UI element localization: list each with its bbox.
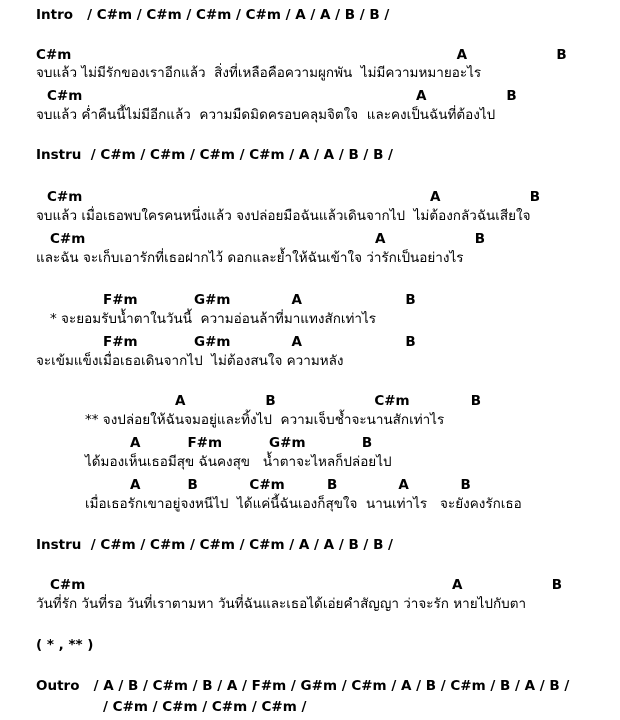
outro-section-label: Outro / A / B / C#m / B / A / F#m / G#m / C#m / A / B / C#m / B / A / B / (36, 678, 570, 694)
lyric-line-verse1-a: จบแล้ว ไม่มีรักของเราอีกแล้ว สิ่งที่เหลือคือความผูกพัน ไม่มีความหมายอะไร (36, 65, 482, 81)
instru-section-label-1: Instru / C#m / C#m / C#m / C#m / A / A / B / B / (36, 147, 393, 163)
lyric-line-verse3: วันที่รัก วันที่รอ วันที่เราตามหา วันที่ฉันและเธอได้เอ่ยคำสัญญา ว่าจะรัก หายไปกับตา (36, 596, 527, 612)
chord-line-verse3-right: A B (452, 577, 563, 593)
chord-line-chorus1-a: F#m G#m A B (103, 292, 416, 308)
lyric-line-chorus1-b: จะเข้มแข็งเมื่อเธอเดินจากไป ไม่ต้องสนใจ ความหลัง (36, 353, 344, 369)
outro-section-continued: / C#m / C#m / C#m / C#m / (103, 699, 307, 715)
lyric-line-verse2-b: และฉัน จะเก็บเอารักที่เธอฝากไว้ ดอกและย้ำให้ฉันเข้าใจ ว่ารักเป็นอย่างไร (36, 250, 464, 266)
chord-line-verse2-b-right: A B (375, 231, 486, 247)
chord-line-verse1-a: C#m A B (36, 47, 567, 63)
chord-line-chorus2-a: A B C#m B (175, 393, 482, 409)
lyric-line-verse1-b: จบแล้ว ค่ำคืนนี้ไม่มีอีกแล้ว ความมืดมิดครอบคลุมจิตใจ และคงเป็นฉันที่ต้องไป (36, 107, 496, 123)
chord-line-verse1-b: C#m A B (47, 88, 517, 104)
chord-line-chorus1-b: F#m G#m A B (103, 334, 416, 350)
instru-section-label-2: Instru / C#m / C#m / C#m / C#m / A / A / B / B / (36, 537, 393, 553)
intro-section-label: Intro / C#m / C#m / C#m / C#m / A / A / B / B / (36, 7, 390, 23)
chord-line-verse2-a-left: C#m (47, 189, 83, 205)
chord-line-verse3-left: C#m (50, 577, 86, 593)
chord-line-verse2-b-left: C#m (50, 231, 86, 247)
chord-line-verse2-a-right: A B (430, 189, 541, 205)
chord-line-chorus2-b: A F#m G#m B (130, 435, 373, 451)
chord-line-chorus2-c: A B C#m B A B (130, 477, 471, 493)
lyric-line-verse2-a: จบแล้ว เมื่อเธอพบใครคนหนึ่งแล้ว จงปล่อยมือฉันแล้วเดินจากไป ไม่ต้องกลัวฉันเสียใจ (36, 208, 531, 224)
repeat-marker: ( * , ** ) (36, 637, 94, 653)
lyric-line-chorus1-a: * จะยอมรับน้ำตาในวันนี้ ความอ่อนล้าที่มาแทงสักเท่าไร (50, 311, 377, 327)
lyric-line-chorus2-b: ได้มองเห็นเธอมีสุข ฉันคงสุข น้ำตาจะไหลก็ปล่อยไป (85, 454, 392, 470)
lyric-line-chorus2-c: เมื่อเธอรักเขาอยู่จงหนีไป ได้แค่นี้ฉันเองก็สุขใจ นานเท่าไร จะยังคงรักเธอ (85, 496, 522, 512)
lyric-line-chorus2-a: ** จงปล่อยให้ฉันจมอยู่และทิ้งไป ความเจ็บช้ำจะนานสักเท่าไร (85, 412, 445, 428)
